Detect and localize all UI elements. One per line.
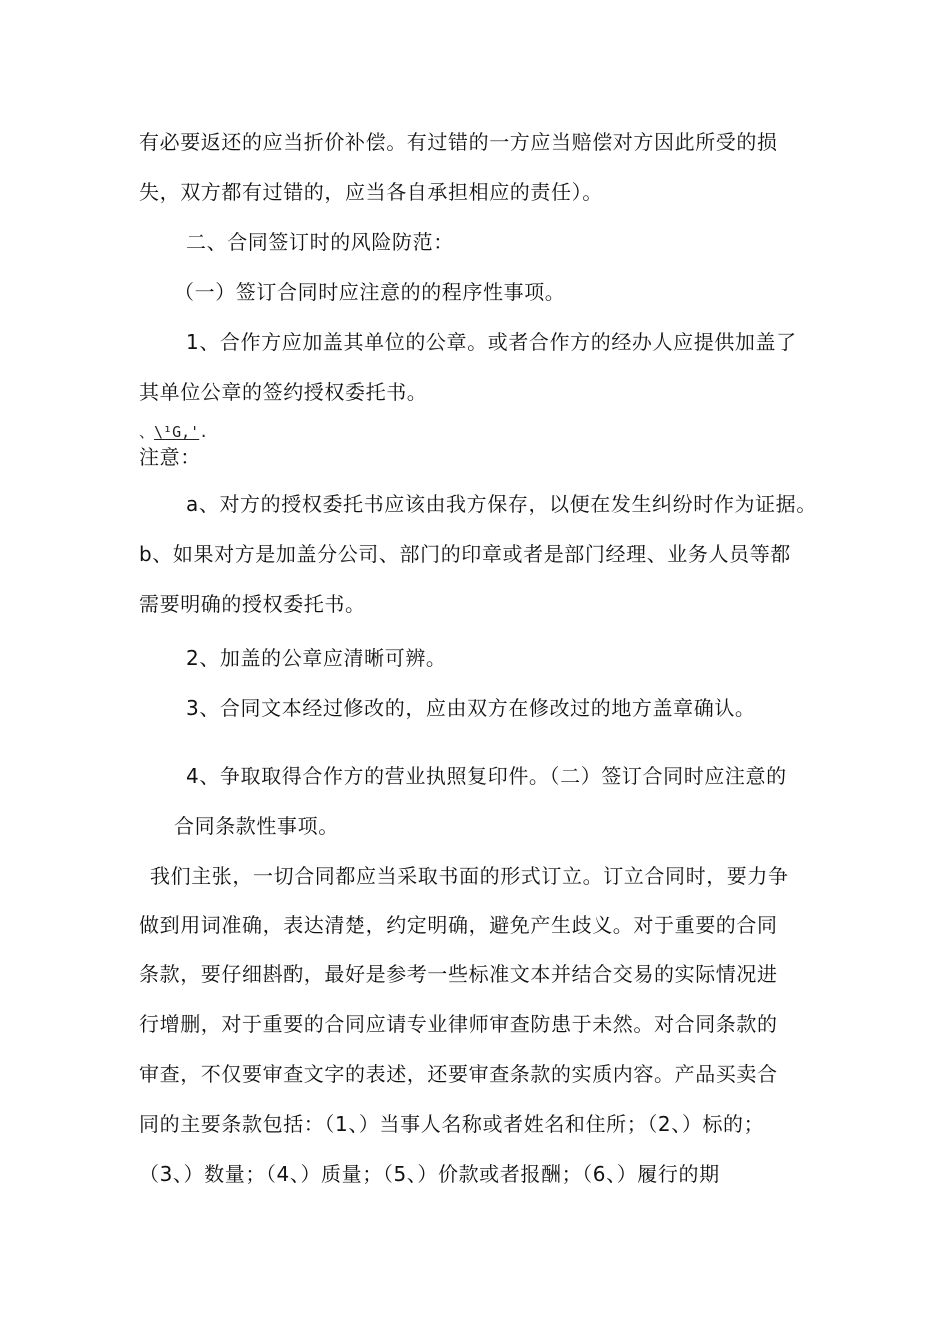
text-line: 同的主要条款包括：（1、）当事人名称或者姓名和住所；（2、）标的；: [139, 1112, 765, 1136]
text-line: 2、加盖的公章应清晰可辨。: [186, 646, 447, 670]
note-label: 注意：: [139, 445, 201, 469]
ocr-artifact-underlined: \¹G,': [154, 423, 200, 441]
text-line: 其单位公章的签约授权委托书。: [139, 380, 428, 404]
text-line: 条款，要仔细斟酌，最好是参考一些标准文本并结合交易的实际情况进: [139, 962, 778, 986]
text-line: （3、）数量；（4、）质量；（5、）价款或者报酬；（6、）履行的期: [139, 1162, 720, 1186]
subsection-heading: （一）签订合同时应注意的的程序性事项。: [174, 280, 566, 304]
text-line: 做到用词准确，表达清楚，约定明确，避免产生歧义。对于重要的合同: [139, 913, 778, 937]
text-line: 3、合同文本经过修改的，应由双方在修改过的地方盖章确认。: [186, 696, 756, 720]
text-line: 行增删，对于重要的合同应请专业律师审查防患于未然。对合同条款的: [139, 1012, 778, 1036]
text-line: 审查，不仅要审查文字的表述，还要审查条款的实质内容。产品买卖合: [139, 1062, 778, 1086]
section-heading: 二、合同签订时的风险防范：: [186, 230, 454, 254]
text-line: 我们主张，一切合同都应当采取书面的形式订立。订立合同时，要力争: [150, 864, 789, 888]
text-line: 需要明确的授权委托书。: [139, 592, 366, 616]
ocr-artifact-prefix: 、: [139, 423, 155, 441]
text-line: 失，双方都有过错的，应当各自承担相应的责任）。: [139, 180, 603, 204]
ocr-artifact-suffix: .: [199, 423, 209, 441]
text-line: 1、合作方应加盖其单位的公章。或者合作方的经办人应提供加盖了: [186, 330, 797, 354]
text-line: 合同条款性事项。: [174, 814, 339, 838]
text-line: b、如果对方是加盖分公司、部门的印章或者是部门经理、业务人员等都: [139, 542, 791, 566]
ocr-artifact: [139, 423, 208, 441]
text-line: 有必要返还的应当折价补偿。有过错的一方应当赔偿对方因此所受的损: [139, 130, 778, 154]
text-line: a、对方的授权委托书应该由我方保存，以便在发生纠纷时作为证据。: [186, 492, 817, 516]
text-line: 4、争取取得合作方的营业执照复印件。（二）签订合同时应注意的: [186, 764, 787, 788]
